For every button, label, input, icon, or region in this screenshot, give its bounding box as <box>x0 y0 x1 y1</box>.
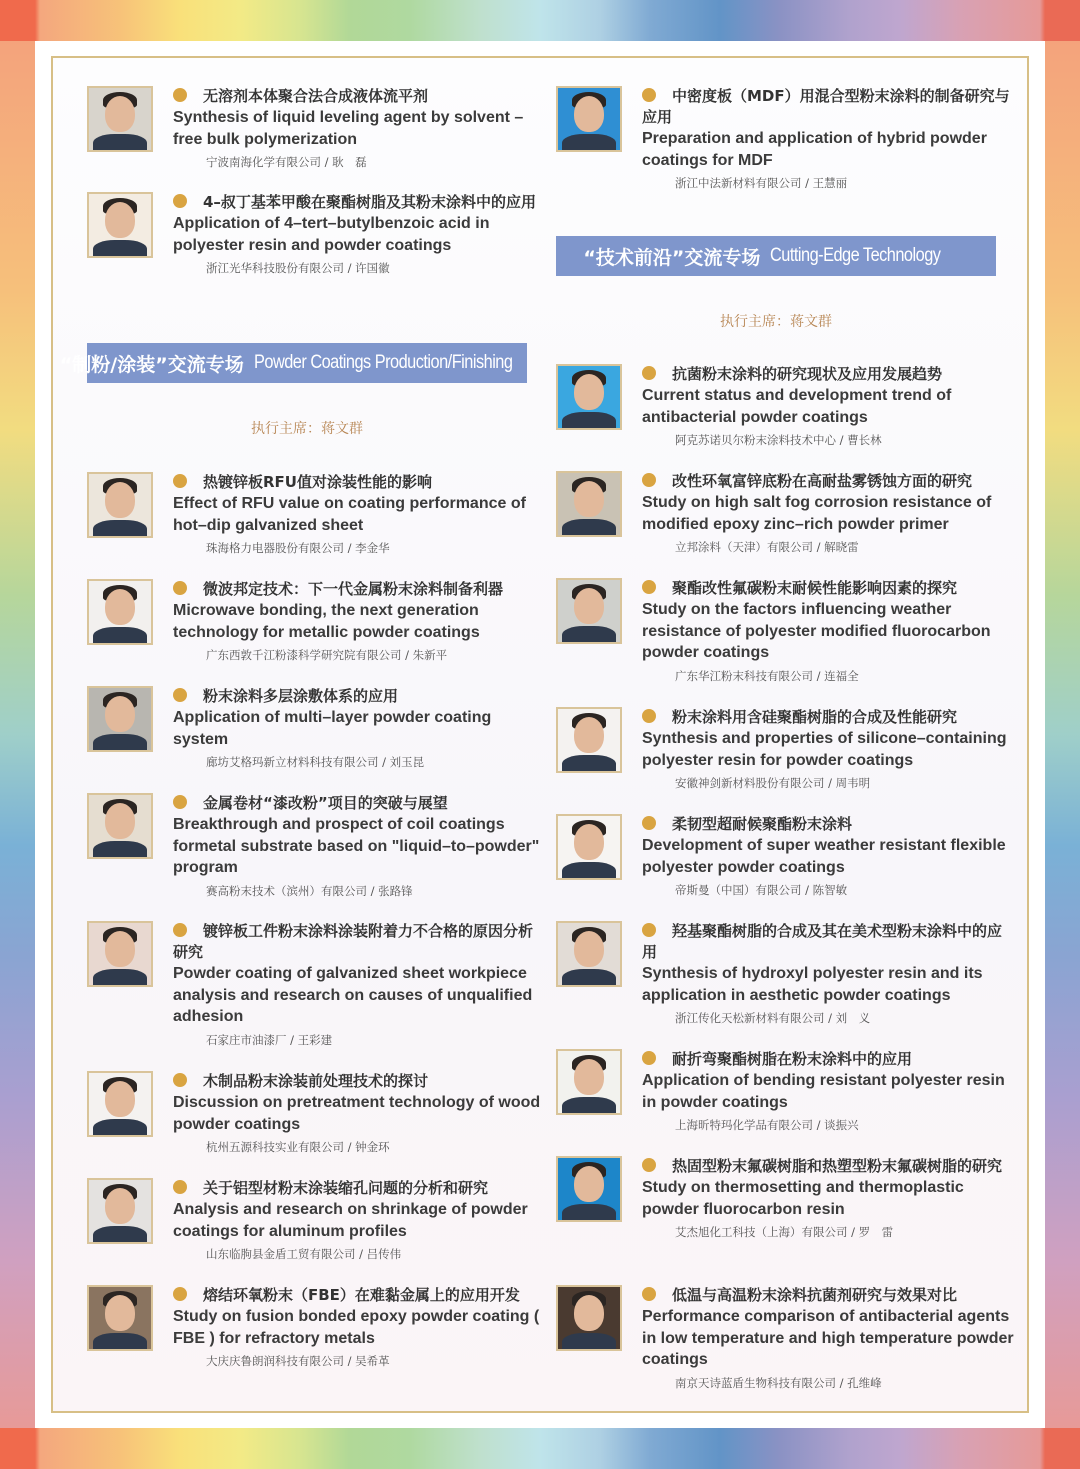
speaker-byline: 南京天诗蓝盾生物科技有限公司 / 孔维峰 <box>675 1375 882 1390</box>
bullet-dot-icon <box>173 1073 187 1087</box>
bullet-dot-icon <box>173 923 187 937</box>
session-title-zh: “技术前沿”交流专场 <box>583 246 761 269</box>
title-en: Application of multi–layer powder coating system <box>173 709 492 748</box>
rainbow-border-left <box>0 41 35 1428</box>
speaker-photo <box>87 1285 153 1351</box>
title-zh: 改性环氧富锌底粉在高耐盐雾锈蚀方面的研究 <box>672 472 973 490</box>
session-chair: 执行主席：蒋文群 <box>720 314 832 330</box>
speaker-byline: 大庆庆鲁朗润科技有限公司 / 吴希革 <box>206 1354 390 1368</box>
title-zh: 熔结环氧粉末（FBE）在难黏金属上的应用开发 <box>203 1286 520 1304</box>
bullet-dot-icon <box>173 795 187 809</box>
speaker-photo <box>87 472 153 538</box>
title-zh: 粉末涂料用含硅聚酯树脂的合成及性能研究 <box>672 708 958 726</box>
title-zh: 微波邦定技术：下一代金属粉末涂料制备利器 <box>203 580 504 598</box>
title-en: Study on the factors influencing weather resistance of polyester modified fluorocarbon powder coatings <box>642 601 991 661</box>
bullet-dot-icon <box>642 923 656 937</box>
title-en: Synthesis and properties of silicone–containing polyester resin for powder coatings <box>642 730 1007 769</box>
speaker-photo <box>556 364 622 430</box>
speaker-byline: 山东临朐县金盾工贸有限公司 / 吕传伟 <box>206 1247 402 1261</box>
title-zh: 耐折弯聚酯树脂在粉末涂料中的应用 <box>672 1050 913 1068</box>
title-en: Discussion on pretreatment technology of wood powder coatings <box>173 1094 541 1133</box>
title-zh: 柔韧型超耐候聚酯粉末涂料 <box>672 815 853 833</box>
speaker-photo <box>556 707 622 773</box>
title-zh: 木制品粉末涂装前处理技术的探讨 <box>203 1072 429 1090</box>
title-zh: 中密度板（MDF）用混合型粉末涂料的制备研究与应用 <box>642 87 1010 126</box>
session-banner-powder-production <box>59 343 527 383</box>
title-en: Performance comparison of antibacterial agents in low temperature and high temperature powder coatings <box>642 1308 1014 1368</box>
bullet-dot-icon <box>173 581 187 595</box>
speaker-byline: 浙江光华科技股份有限公司 / 许国徽 <box>206 261 390 275</box>
speaker-byline: 上海昕特玛化学品有限公司 / 谈振兴 <box>675 1118 859 1132</box>
title-zh: 4–叔丁基苯甲酸在聚酯树脂及其粉末涂料中的应用 <box>203 193 536 211</box>
speaker-photo <box>87 921 153 987</box>
speaker-byline: 宁波南海化学有限公司 / 耿 磊 <box>206 155 367 169</box>
title-zh: 无溶剂本体聚合法合成液体流平剂 <box>203 87 429 105</box>
session-title-zh: “制粉/涂装”交流专场 <box>59 353 244 376</box>
speaker-photo <box>87 1071 153 1137</box>
speaker-byline: 安徽神剑新材料股份有限公司 / 周韦明 <box>675 776 871 790</box>
speaker-photo <box>87 686 153 752</box>
speaker-photo <box>87 793 153 859</box>
title-en: Synthesis of liquid leveling agent by solvent –free bulk polymerization <box>173 109 524 148</box>
title-en: Study on fusion bonded epoxy powder coating ( FBE ) for refractory metals <box>173 1308 540 1347</box>
speaker-photo <box>556 1285 622 1351</box>
bullet-dot-icon <box>642 709 656 723</box>
speaker-byline: 帝斯曼（中国）有限公司 / 陈智敏 <box>675 883 848 897</box>
speaker-photo <box>556 86 622 152</box>
speaker-photo <box>556 471 622 537</box>
speaker-byline: 浙江传化天松新材料有限公司 / 刘 义 <box>675 1011 871 1025</box>
speaker-byline: 石家庄市油漆厂 / 王彩建 <box>206 1032 333 1047</box>
speaker-photo <box>87 192 153 258</box>
program-frame <box>51 56 1029 1413</box>
speaker-photo <box>87 86 153 152</box>
speaker-photo <box>87 579 153 645</box>
bullet-dot-icon <box>642 816 656 830</box>
speaker-byline: 浙江中法新材料有限公司 / 王慧丽 <box>675 176 848 190</box>
bullet-dot-icon <box>173 1180 187 1194</box>
speaker-byline: 珠海格力电器股份有限公司 / 李金华 <box>206 541 390 555</box>
bullet-dot-icon <box>642 1287 656 1301</box>
title-en: Study on thermosetting and thermoplastic powder fluorocarbon resin <box>642 1179 964 1218</box>
title-en: Application of 4–tert–butylbenzoic acid in polyester resin and powder coatings <box>173 215 490 254</box>
title-zh: 热镀锌板RFU值对涂装性能的影响 <box>203 473 432 491</box>
speaker-byline: 广东华江粉末科技有限公司 / 连福全 <box>675 668 859 683</box>
bullet-dot-icon <box>642 1158 656 1172</box>
title-en: Breakthrough and prospect of coil coatings formetal substrate based on "liquid–to–powder" program <box>173 816 540 876</box>
speaker-byline: 艾杰旭化工科技（上海）有限公司 / 罗 雷 <box>675 1225 894 1239</box>
bullet-dot-icon <box>173 194 187 208</box>
rainbow-border-top <box>0 0 1080 41</box>
speaker-photo <box>556 578 622 644</box>
title-en: Application of bending resistant polyester resin in powder coatings <box>642 1072 1005 1111</box>
speaker-byline: 赛高粉末技术（滨州）有限公司 / 张路锋 <box>206 883 413 898</box>
title-en: Study on high salt fog corrosion resistance of modified epoxy zinc–rich powder primer <box>642 494 992 533</box>
title-zh: 粉末涂料多层涂敷体系的应用 <box>203 687 399 705</box>
title-zh: 抗菌粉末涂料的研究现状及应用发展趋势 <box>672 365 943 383</box>
bullet-dot-icon <box>173 88 187 102</box>
title-en: Synthesis of hydroxyl polyester resin and its application in aesthetic powder coatings <box>642 965 983 1004</box>
speaker-byline: 广东西敦千江粉漆科学研究院有限公司 / 朱新平 <box>206 648 448 662</box>
title-en: Preparation and application of hybrid powder coatings for MDF <box>642 130 987 169</box>
title-en: Analysis and research on shrinkage of powder coatings for aluminum profiles <box>173 1201 528 1240</box>
bullet-dot-icon <box>173 1287 187 1301</box>
bullet-dot-icon <box>642 580 656 594</box>
title-en: Development of super weather resistant flexible polyester powder coatings <box>642 837 1006 876</box>
title-zh: 热固型粉末氟碳树脂和热塑型粉末氟碳树脂的研究 <box>672 1157 1003 1175</box>
speaker-byline: 杭州五源科技实业有限公司 / 钟金环 <box>206 1140 390 1154</box>
speaker-photo <box>556 1049 622 1115</box>
title-en: Microwave bonding, the next generation technology for metallic powder coatings <box>173 602 480 641</box>
speaker-photo <box>556 814 622 880</box>
session-title-en: Cutting-Edge Technology <box>770 245 941 266</box>
speaker-photo <box>556 921 622 987</box>
title-en: Current status and development trend of antibacterial powder coatings <box>642 387 952 426</box>
title-zh: 镀锌板工件粉末涂料涂装附着力不合格的原因分析研究 <box>173 922 534 961</box>
title-en: Powder coating of galvanized sheet workpiece analysis and research on causes of unqualified adhesion <box>173 965 533 1025</box>
speaker-photo <box>87 1178 153 1244</box>
title-en: Effect of RFU value on coating performance of hot–dip galvanized sheet <box>173 495 526 534</box>
speaker-byline: 廊坊艾格玛新立材料科技有限公司 / 刘玉昆 <box>206 755 425 769</box>
title-zh: 关于铝型材粉末涂装缩孔问题的分析和研究 <box>203 1179 489 1197</box>
session-title-en: Powder Coatings Production/Finishing <box>253 352 513 373</box>
bullet-dot-icon <box>642 88 656 102</box>
title-zh: 羟基聚酯树脂的合成及其在美术型粉末涂料中的应用 <box>642 922 1003 961</box>
session-banner-cutting-edge <box>556 236 996 276</box>
session-chair: 执行主席：蒋文群 <box>251 421 363 437</box>
speaker-byline: 立邦涂料（天津）有限公司 / 解晓雷 <box>675 540 859 554</box>
bullet-dot-icon <box>642 473 656 487</box>
speaker-byline: 阿克苏诺贝尔粉末涂料技术中心 / 曹长林 <box>675 433 882 447</box>
bullet-dot-icon <box>642 366 656 380</box>
rainbow-border-bottom <box>0 1428 1080 1469</box>
bullet-dot-icon <box>642 1051 656 1065</box>
speaker-photo <box>556 1156 622 1222</box>
bullet-dot-icon <box>173 688 187 702</box>
rainbow-border-right <box>1045 41 1080 1428</box>
title-zh: 低温与高温粉末涂料抗菌剂研究与效果对比 <box>672 1286 958 1304</box>
title-zh: 聚酯改性氟碳粉末耐候性能影响因素的探究 <box>672 579 958 597</box>
bullet-dot-icon <box>173 474 187 488</box>
title-zh: 金属卷材“漆改粉”项目的突破与展望 <box>203 794 448 812</box>
